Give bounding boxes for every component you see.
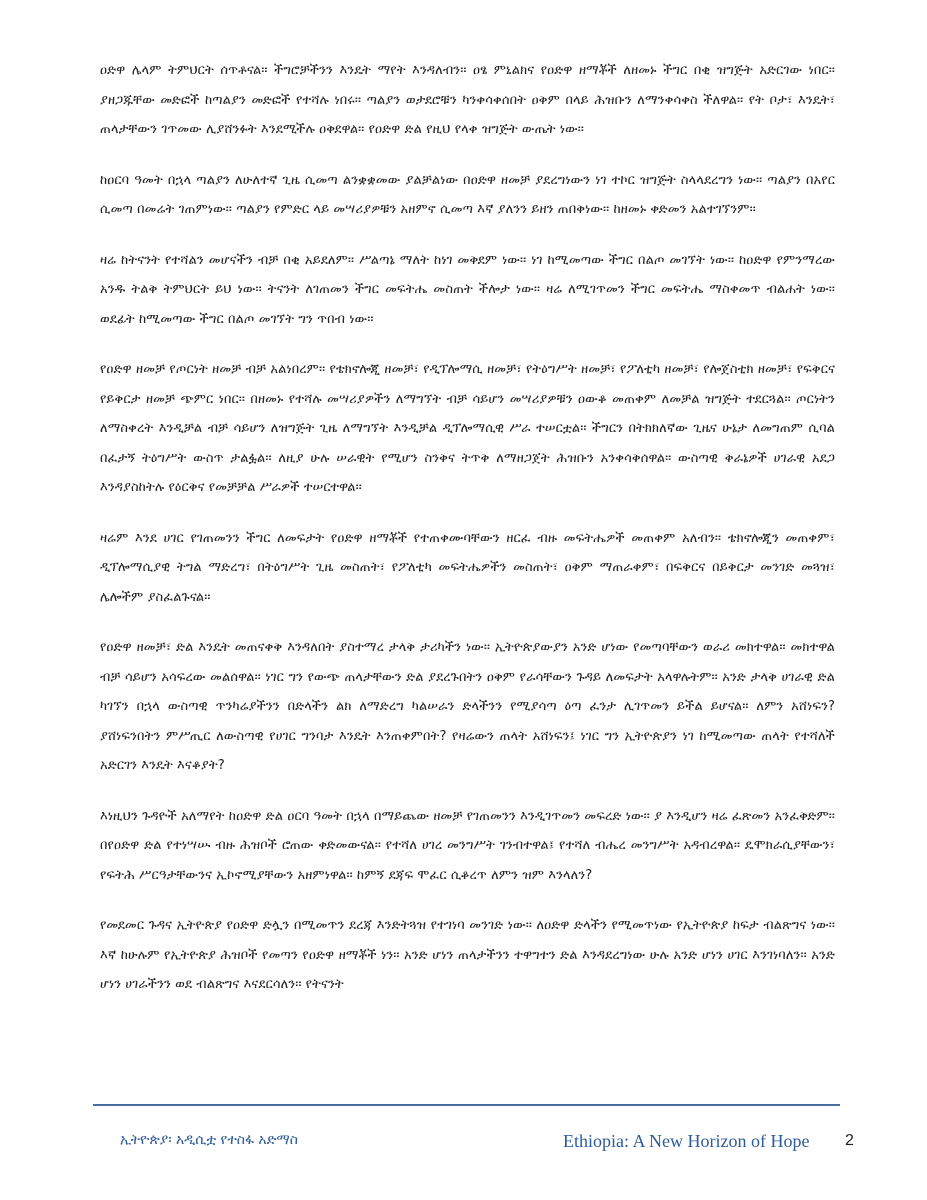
paragraph-8: የመደመር ጉዳና ኢትዮጵያ የዐድዋ ድሏን በሚመጥን ደረጃ እንድትጓዝ የተገነባ መንገድ ነው፡፡ ለዐድዋ ድላችን የሚመጥነው የኢትዮጵያ ከፍታ ብልጽግና ነው፡፡ እኛ ከሁሉም የኢትዮጵያ ሕዝቦች የመጣን የዐድዋ ዘማቾች ነን፡፡ አንድ ሆነን ጠላታችንን ተዋግተን ድል እንዳደረግነው ሁሉ አንድ ሆነን ሀገር እንገነባለን፡፡ አንድ ሆነን ሀገራችንን ወደ ብልጽግና እናደርሳለን፡፡ የትናንት bbox=[100, 918, 835, 992]
footer-book-title-amharic: ኢትዮጵያ፡ አዲሲቷ የተስፋ አድማስ bbox=[120, 1132, 298, 1148]
paragraph-7: እነዚህን ጉዳዮች አለማየት ከዐድዋ ድል ዐርባ ዓመት በኋላ በማይጨው ዘመቻ የገጠመንን እንዲገጥመን መፍረድ ነው፡፡ ያ እንዲሆን ዛሬ ፈጽመን አንፈቅድም፡፡ በየዐድዋ ድል የተነሣሡ ብዙ ሕዝቦች ሮጠው ቀድመውናል፡፡ የተሻለ ሀገረ መንግሥት ገንብተዋል፤ የተሻለ ብሔረ መንግሥት አዳብረዋል፡፡ ዴሞክራሲያቸውን፣ የፍትሕ ሥርዓታቸውንና ኢኮኖሚያቸውን አዘምነዋል፡፡ ከምኝ ደጃፍ ሞፈር ሲቆረጥ ለምን ዝም እንላለን? bbox=[100, 808, 835, 883]
page-number: 2 bbox=[845, 1132, 854, 1149]
paragraph-6: የዐድዋ ዘመቻ፣ ድል እንዴት መጠናቀቅ እንዳለበት ያስተማረ ታላቅ ታሪካችን ነው፡፡ ኢትዮጵያውያን አንድ ሆነው የመጣባቸውን ወራሪ መክተዋል፡፡ መክተዋል ብቻ ሳይሆን አሳፍረው መልሰዋል፡፡ ነገር ግን የውጭ ጠላታቸውን ድል ያደረጉበትን ዐቅም የራሳቸውን ጉዳይ ለመፍታት አላዋሉትም፡፡ አንድ ታላቅ ሀገራዊ ድል ካገኘን በኋላ ውስጣዊ ጥንካሬያችንን በድላችን ልክ ለማድረግ ካልሠራን ድላችንን የሚያሳጣ ዕጣ ፈንታ ሊገጥመን ይችል ይሆናል፡፡ ለምን አሸነፍን? ያሸነፍንበትን ምሥጢር ለውስጣዊ የሀገር ግንባታ እንዴት እንጠቀምበት? የዛሬውን ጠላት አሸነፍን፤ ነገር ግን ኢትዮጵያን ነገ ከሚመጣው ጠላት የተሻለች አድርገን እንዴት እናቆያት? bbox=[100, 640, 835, 773]
document-body bbox=[100, 56, 835, 1096]
paragraph-5: ዛሬም እንደ ሀገር የገጠመንን ችግር ለመፍታት የዐድዋ ዘማቾች የተጠቀሙባቸውን ዘርፈ ብዙ መፍትሔዎች መጠቀም አለብን፡፡ ቴክኖሎጂን መጠቀም፣ ዲፕሎማሲያዊ ትግል ማድረግ፣ በትዕግሥት ጊዜ መስጠት፣ የፖለቲካ መፍትሔዎችን መስጠት፣ ዐቅም ማጠራቀም፣ በፍቅርና በይቅርታ መንገድ መጓዝ፣ ሌሎችም ያስፈልጉናል፡፡ bbox=[100, 530, 835, 605]
paragraph-2: ከዐርባ ዓመት በኋላ ጣልያን ለሁለተኛ ጊዜ ሲመጣ ልንቋቋመው ያልቻልነው በዐድዋ ዘመቻ ያደረግነውን ነገ ተኮር ዝግጅት ስላላደረግን ነው፡፡ ጣልያን በአየር ሲመጣ በመሬት ገጠምነው፡፡ ጣልያን የምድር ላይ መሣሪያዎቹን አዘምኖ ሲመጣ እኛ ያለንን ይዘን ጠበቅነው፡፡ ከዘመኑ ቀድመን አልተገኘንም፡፡ bbox=[100, 172, 835, 217]
paragraph-3: ዛሬ ከትናንት የተሻልን መሆናችን ብቻ በቂ አይደለም፡፡ ሥልጣኔ ማለት ከነገ መቅደም ነው፡፡ ነገ ከሚመጣው ችግር በልጦ መገኘት ነው፡፡ ከዐድዋ የምንማረው አንዱ ትልቅ ትምህርት ይህ ነው፡፡ ትናንት ለገጠመን ችግር መፍትሔ መስጠት ችሎታ ነው፡፡ ዛሬ ለሚገጥመን ችግር መፍትሔ ማስቀመጥ ብልሐት ነው፡፡ ወደፊት ከሚመጣው ችግር በልጦ መገኘት ግን ጥበብ ነው፡፡ bbox=[100, 252, 835, 327]
paragraph-1: ዐድዋ ሌላም ትምህርት ሰጥቶናል፡፡ ችግሮቻችንን እንዴት ማየት እንዳለብን፡፡ ዐፄ ምኒልክና የዐድዋ ዘማቾች ለዘመኑ ችግር በቂ ዝግጅት አድርገው ነበር፡፡ ያዘጋጁቸው መድፎች ከጣልያን መድፎች የተሻሉ ነበሩ፡፡ ጣልያን ወታደሮቹን ካንቀሳቀሰበት ዐቅም በላይ ሕዝቡን ለማንቀሳቀስ ችለዋል፡፡ የት ቦታ፣ እንዴት፣ ጠላታቸውን ገጥመው ሊያሸንፉት እንደሚችሉ ዐቅደዋል፡፡ የዐድዋ ድል የዚህ የላቀ ዝግጅት ውጤት ነው፡፡ bbox=[100, 63, 835, 137]
paragraph-4: የዐድዋ ዘመቻ የጦርነት ዘመቻ ብቻ አልነበረም፡፡ የቴክኖሎጂ ዘመቻ፣ የዲፕሎማሲ ዘመቻ፣ የትዕግሥት ዘመቻ፣ የፖለቲካ ዘመቻ፣ የሎጀስቲክ ዘመቻ፣ የፍቅርና የይቅርታ ዘመቻ ጭምር ነበር፡፡ በዘመኑ የተሻሉ መሣሪያዎችን ለማግኘት ብቻ ሳይሆን መሣሪያዎቹን ዐውቆ መጠቀም ለመቻል ዝግጅት ተደርጓል፡፡ ጦርነትን ለማስቀረት እንዲቻል ብቻ ሳይሆን ለዝግጅት ጊዜ ለማግኘት እንዲቻል ዲፕሎማሲዊ ሥራ ተሠርቷል፡፡ ችግርን በትክክለኛው ጊዜና ሁኔታ ለመግጠም ሲባል በፈታኝ ትዕግሥት ውስጥ ታልፏል፡፡ ለዚያ ሁሉ ሠራዊት የሚሆን ስንቅና ትጥቅ ለማዘጋጀት ሕዝቡን አንቀሳቅሰዋል፡፡ ውስጣዊ ቅራኔዎች ሀገራዊ አደጋ እንዳያስከትሉ የዕርቅና የመቻቻል ሥራዎች ተሠርተዋል፡፡ bbox=[100, 362, 835, 495]
footer-book-title-english: Ethiopia: A New Horizon of Hope bbox=[563, 1131, 810, 1151]
footer-divider bbox=[93, 1104, 840, 1106]
